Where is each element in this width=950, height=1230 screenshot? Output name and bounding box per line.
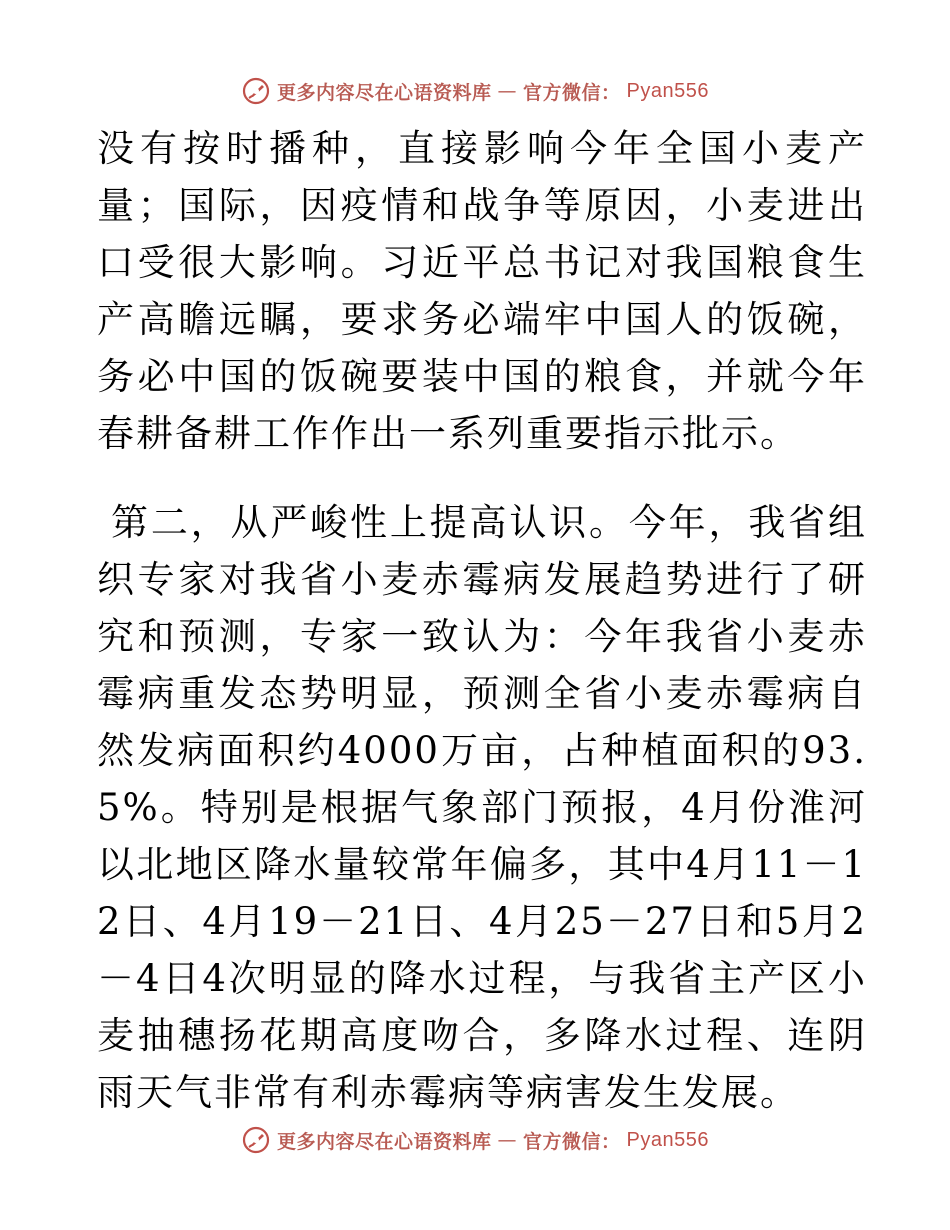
header-watermark bbox=[0, 71, 950, 111]
paragraph-1: 没有按时播种，直接影响今年全国小麦产量；国际，因疫情和战争等原因，小麦进出口受很大影响。习近平总书记对我国粮食生产高瞻远瞩，要求务必端牢中国人的饭碗，务必中国的饭碗要装中国的粮食，并就今年春耕备耕工作作出一系列重要指示批示。 bbox=[97, 127, 867, 455]
watermark-separator: — bbox=[497, 80, 518, 102]
watermark-banner bbox=[241, 76, 709, 106]
document-body bbox=[97, 120, 867, 1121]
footer-watermark bbox=[0, 1120, 950, 1160]
watermark-banner bbox=[241, 1125, 709, 1155]
watermark-account-label: 官方微信： bbox=[523, 1130, 621, 1153]
watermark-text: 更多内容尽在心语资料库 bbox=[277, 81, 492, 104]
paragraph-2: 第二，从严峻性上提高认识。今年，我省组织专家对我省小麦赤霉病发展趋势进行了研究和预测，专家一致认为：今年我省小麦赤霉病重发态势明显，预测全省小麦赤霉病自然发病面积约4000万亩，占种植面积的93.5%。特别是根据气象部门预报，4月份淮河以北地区降水量较常年偏多，其中4月11－12日、4月19－21日、4月25－27日和5月2－4日4次明显的降水过程，与我省主产区小麦抽穗扬花期高度吻合，多降水过程、连阴雨天气非常有利赤霉病等病害发生发展。 bbox=[97, 501, 867, 1114]
feather-pen-circle-icon bbox=[241, 76, 271, 106]
watermark-text: 更多内容尽在心语资料库 bbox=[277, 1130, 492, 1153]
watermark-account: Pyan556 bbox=[626, 1128, 709, 1151]
feather-pen-circle-icon bbox=[241, 1125, 271, 1155]
watermark-separator: — bbox=[497, 1129, 518, 1151]
watermark-account: Pyan556 bbox=[626, 79, 709, 102]
watermark-account-label: 官方微信： bbox=[523, 81, 621, 104]
